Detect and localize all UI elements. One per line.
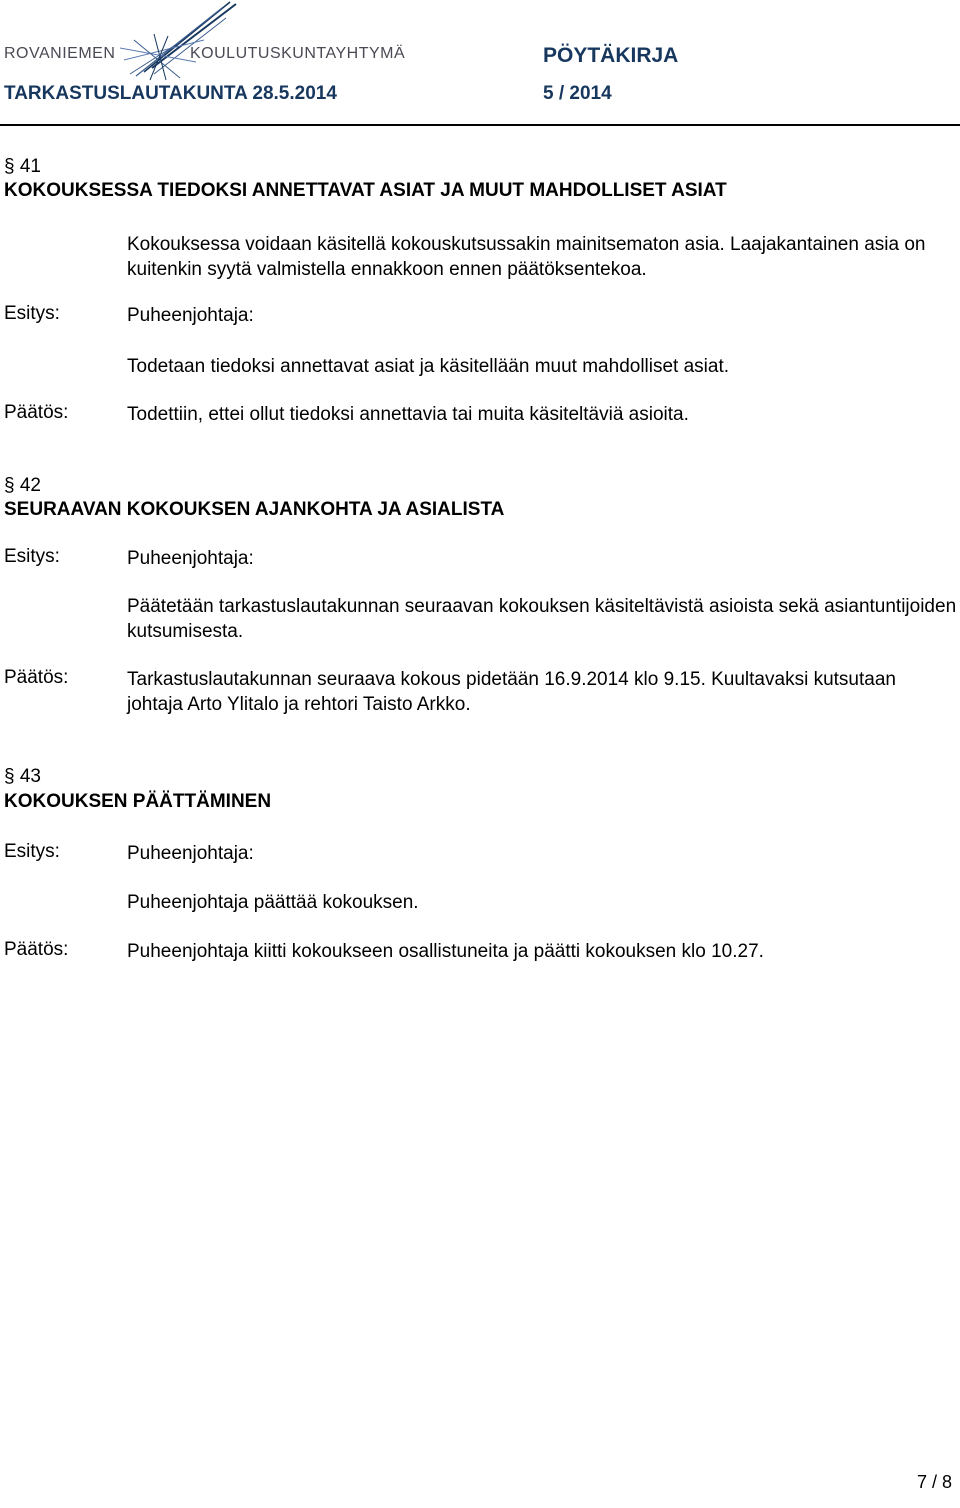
decision-text: Puheenjohtaja kiitti kokoukseen osallistuneita ja päätti kokouksen klo 10.27. [127,941,764,962]
decision-label: Päätös: [4,939,69,960]
decision-text: Todettiin, ettei ollut tiedoksi annettavia tai muita käsiteltäviä asioita. [127,404,689,425]
document-type: PÖYTÄKIRJA [543,44,679,67]
proposer-label: Puheenjohtaja: [127,548,254,569]
proposal-label: Esitys: [4,303,60,324]
section-number: § 41 [4,156,41,177]
logo-text-right: KOULUTUSKUNTAYHTYMÄ [190,45,406,62]
section-title: KOKOUKSESSA TIEDOKSI ANNETTAVAT ASIAT JA MUUT MAHDOLLISET ASIAT [4,180,727,201]
proposal-label: Esitys: [4,546,60,567]
proposer-label: Puheenjohtaja: [127,843,254,864]
decision-text: Tarkastuslautakunnan seuraava kokous pidetään 16.9.2014 klo 9.15. Kuultavaksi kutsutaan johtaja Arto Ylitalo ja rehtori Taisto Arkko. [127,669,896,715]
logo-text-left: ROVANIEMEN [4,45,116,62]
proposal-label: Esitys: [4,841,60,862]
proposer-label: Puheenjohtaja: [127,305,254,326]
issue-number: 5 / 2014 [543,83,612,104]
section-number: § 43 [4,766,41,787]
page-number: 7 / 8 [916,1472,952,1492]
proposal-text: Puheenjohtaja päättää kokouksen. [127,892,419,913]
organization-logo [4,0,424,82]
proposal-text: Todetaan tiedoksi annettavat asiat ja käsitellään muut mahdolliset asiat. [127,356,730,377]
section-title: SEURAAVAN KOKOUKSEN AJANKOHTA JA ASIALISTA [4,499,505,520]
section-number: § 42 [4,475,41,496]
section-title: KOKOUKSEN PÄÄTTÄMINEN [4,791,272,812]
proposal-text: Päätetään tarkastuslautakunnan seuraavan kokouksen käsiteltävistä asioista sekä asiantuntijoiden kutsumisesta. [127,596,957,642]
decision-label: Päätös: [4,667,69,688]
logo-graphic [4,0,424,82]
page-header [0,0,960,126]
section-intro: Kokouksessa voidaan käsitellä kokouskutsussakin mainitsematon asia. Laajakantainen asia on kuitenkin syytä valmistella ennakkoon ennen päätöksentekoa. [127,234,926,280]
committee-and-date: TARKASTUSLAUTAKUNTA 28.5.2014 [4,83,337,104]
header-divider [0,124,960,126]
decision-label: Päätös: [4,402,69,423]
logo-swoosh-icon [120,2,236,80]
